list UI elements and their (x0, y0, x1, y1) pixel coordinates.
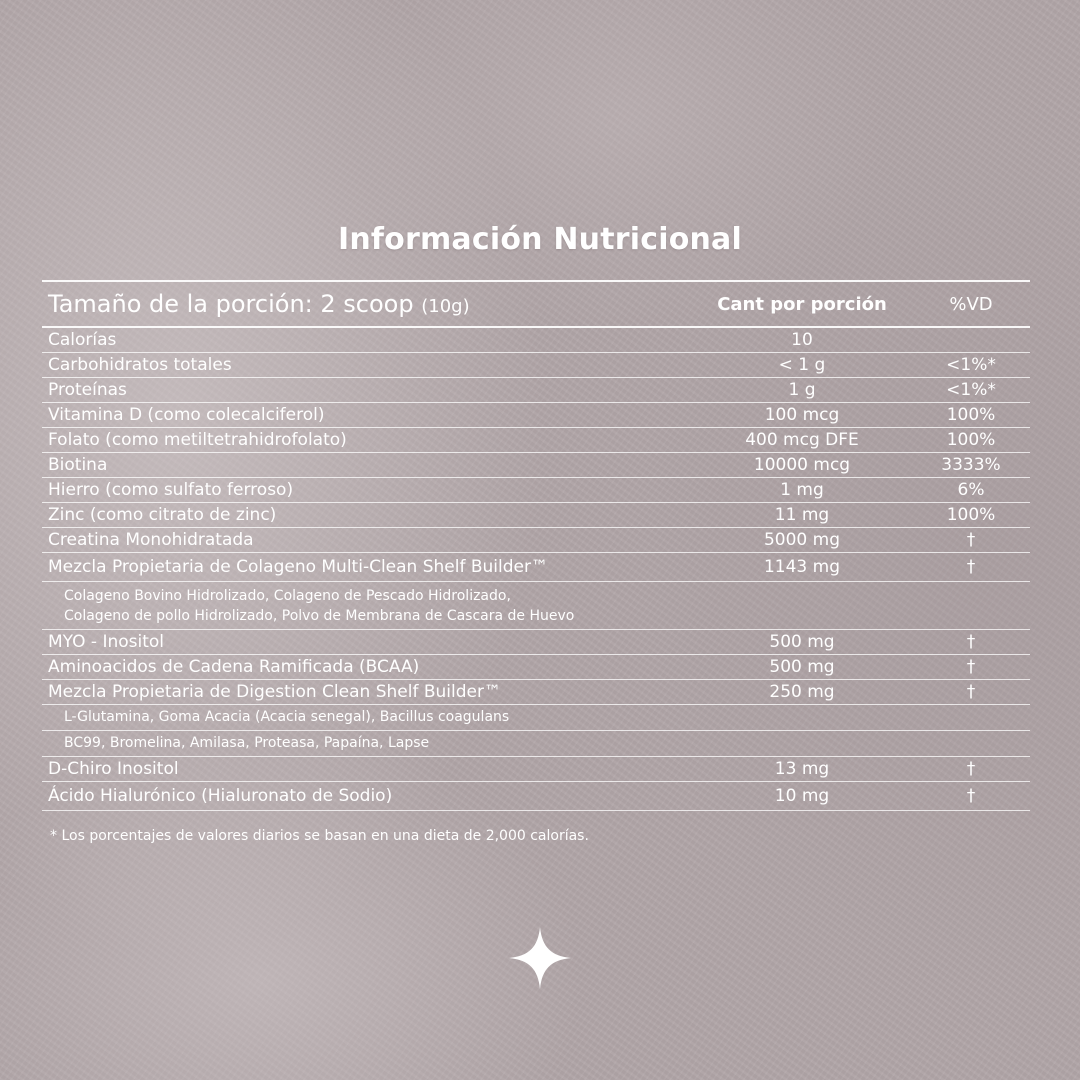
row-dv: 3333% (941, 455, 1001, 475)
row-amount: 10000 mcg (753, 455, 851, 475)
table-row-folate (42, 428, 1030, 453)
digestion-blend-ingredients-line-2: BC99, Bromelina, Amilasa, Proteasa, Papaína, Lapse (42, 731, 1030, 757)
row-amount: 1 mg (780, 480, 824, 500)
table-row-collagen-blend (42, 553, 1030, 582)
row-dv: † (966, 557, 976, 577)
row-amount: 11 mg (774, 505, 830, 525)
table-row-creatine (42, 528, 1030, 553)
row-amount: 10 mg (774, 786, 830, 806)
table-row-iron (42, 478, 1030, 503)
table-header (42, 282, 1030, 328)
row-amount: < 1 g (778, 355, 826, 375)
ingredient-line: Colageno Bovino Hidrolizado, Colageno de Pescado Hidrolizado, (64, 588, 511, 604)
table-row-carbohydrates (42, 353, 1030, 378)
row-amount: 1143 mg (763, 557, 841, 577)
row-amount: 5000 mg (763, 530, 841, 550)
ingredient-line: Colageno de pollo Hidrolizado, Polvo de Membrana de Cascara de Huevo (64, 608, 575, 624)
table-row-d-chiro-inositol (42, 757, 1030, 782)
row-dv: 6% (957, 480, 985, 500)
row-amount: 13 mg (774, 759, 830, 779)
row-name: Zinc (como citrato de zinc) (48, 505, 277, 525)
row-dv: † (966, 682, 976, 702)
row-amount: 100 mcg (764, 405, 840, 425)
row-name: Vitamina D (como colecalciferol) (48, 405, 325, 425)
collagen-blend-ingredients (42, 582, 1030, 630)
footnote: * Los porcentajes de valores diarios se basan en una dieta de 2,000 calorías. (50, 828, 589, 844)
daily-value-column-header: %VD (949, 293, 993, 315)
table-row-vitamin-d (42, 403, 1030, 428)
row-name: Carbohidratos totales (48, 355, 232, 375)
table-row-digestion-blend (42, 680, 1030, 705)
row-dv: † (966, 530, 976, 550)
row-dv: <1%* (946, 380, 996, 400)
amount-column-header: Cant por porción (717, 293, 887, 315)
row-dv: <1%* (946, 355, 996, 375)
row-name: Mezcla Propietaria de Colageno Multi-Clean Shelf Builder™ (48, 557, 548, 577)
row-name: Calorías (48, 330, 117, 350)
four-point-star-icon (507, 925, 573, 991)
row-amount: 10 (791, 330, 813, 350)
row-name: Creatina Monohidratada (48, 530, 254, 550)
row-amount: 500 mg (769, 657, 835, 677)
nutrition-facts-table (42, 280, 1030, 811)
table-row-biotin (42, 453, 1030, 478)
row-dv: † (966, 657, 976, 677)
row-name: Mezcla Propietaria de Digestion Clean Shelf Builder™ (48, 682, 501, 702)
row-amount: 500 mg (769, 632, 835, 652)
row-name: MYO - Inositol (48, 632, 165, 652)
table-row-bcaa (42, 655, 1030, 680)
serving-size-weight: (10g) (421, 296, 470, 317)
row-name: Ácido Hialurónico (Hialuronato de Sodio) (48, 786, 393, 806)
table-row-myo-inositol (42, 630, 1030, 655)
row-name: Hierro (como sulfato ferroso) (48, 480, 294, 500)
row-amount: 1 g (788, 380, 816, 400)
row-name: Folato (como metiltetrahidrofolato) (48, 430, 347, 450)
page-title: Información Nutricional (337, 222, 742, 257)
serving-size (42, 290, 692, 318)
serving-size-label: Tamaño de la porción: 2 scoop (48, 290, 414, 318)
row-dv: 100% (946, 430, 996, 450)
row-dv: † (966, 786, 976, 806)
row-name: Proteínas (48, 380, 127, 400)
table-row-hyaluronic-acid (42, 782, 1030, 811)
row-name: Aminoacidos de Cadena Ramificada (BCAA) (48, 657, 420, 677)
row-dv: 100% (946, 405, 996, 425)
table-row-zinc (42, 503, 1030, 528)
row-name: Biotina (48, 455, 108, 475)
row-dv: † (966, 759, 976, 779)
table-row-protein (42, 378, 1030, 403)
row-dv: † (966, 632, 976, 652)
row-dv: 100% (946, 505, 996, 525)
row-amount: 400 mcg DFE (745, 430, 859, 450)
row-amount: 250 mg (769, 682, 835, 702)
digestion-blend-ingredients-line-1: L-Glutamina, Goma Acacia (Acacia senegal), Bacillus coagulans (42, 705, 1030, 731)
row-name: D-Chiro Inositol (48, 759, 179, 779)
table-row-calories (42, 328, 1030, 353)
